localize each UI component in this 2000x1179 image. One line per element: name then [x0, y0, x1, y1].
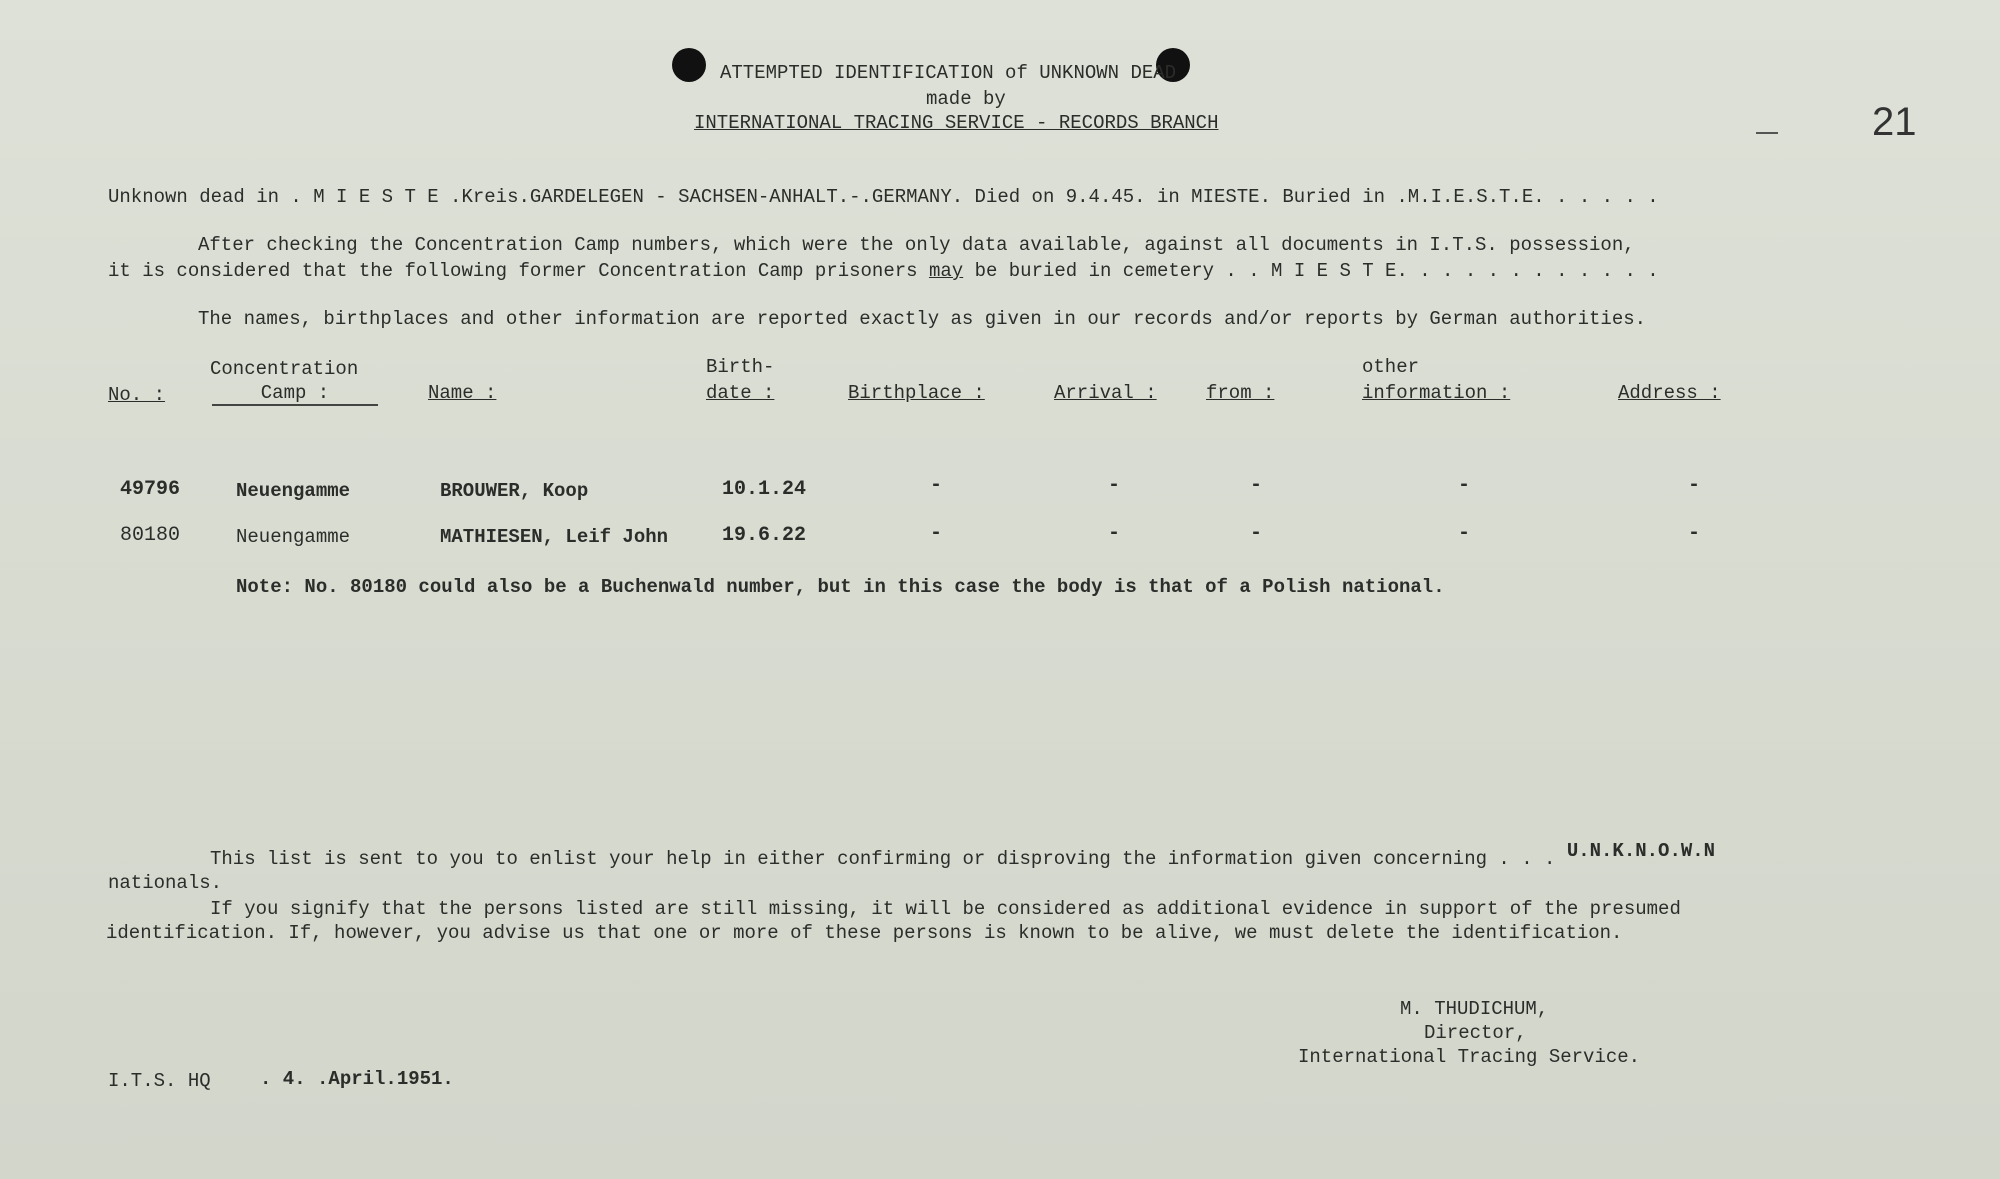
row-2-from: -: [1250, 522, 1263, 545]
checking-line-2-start: it is considered that the following former Concentration Camp prisoners: [108, 260, 918, 282]
header-other: information :: [1362, 382, 1511, 404]
header-other-top: other: [1362, 356, 1420, 378]
checking-line-1: After checking the Concentration Camp numbers, which were the only data available, against all documents in I.T.S. possession,: [198, 234, 1635, 256]
row-2-camp: Neuengamme: [236, 526, 351, 548]
header-camp-top: Concentration: [210, 358, 359, 380]
signature-title: Director,: [1424, 1022, 1527, 1044]
row-1-address: -: [1688, 474, 1701, 497]
checking-line-2-end: be buried in cemetery . . M I E S T E. . . . . . . . . . . .: [974, 260, 1659, 282]
header-birthdate: date :: [706, 382, 775, 404]
row-1-birthplace: -: [930, 474, 943, 497]
row-1-other: -: [1458, 474, 1471, 497]
row-2-birthdate: 19.6.22: [722, 524, 807, 547]
closing-para-1: [210, 840, 1716, 870]
signature-name: M. THUDICHUM,: [1400, 998, 1549, 1020]
row-2-address: -: [1688, 522, 1701, 545]
header-arrival: Arrival :: [1054, 382, 1157, 404]
header-made-by: made by: [926, 88, 1006, 110]
header-camp: Camp :: [212, 382, 378, 406]
header-name: Name :: [428, 382, 497, 404]
header-address: Address :: [1618, 382, 1721, 404]
closing-para-1-text: This list is sent to you to enlist your help in either confirming or disproving the information given concerning . . .: [210, 848, 1556, 870]
signature-org: International Tracing Service.: [1298, 1046, 1641, 1068]
header-title: ATTEMPTED IDENTIFICATION of UNKNOWN DEAD: [720, 62, 1177, 84]
header-no: No. :: [108, 384, 166, 406]
row-2-birthplace: -: [930, 522, 943, 545]
row-1-birthdate: 10.1.24: [722, 478, 807, 501]
names-notice-line: The names, birthplaces and other information are reported exactly as given in our records and/or reports by German authorities.: [198, 308, 1647, 330]
row-2-no: 80180: [120, 524, 181, 547]
closing-para-2-line-2: identification. If, however, you advise us that one or more of these persons is known to be alive, we must delete the identification.: [106, 922, 1623, 944]
header-branch: INTERNATIONAL TRACING SERVICE - RECORDS BRANCH: [694, 112, 1219, 134]
table-note: Note: No. 80180 could also be a Buchenwald number, but in this case the body is that of a Polish national.: [236, 576, 1445, 598]
margin-mark: [1756, 132, 1778, 134]
header-birth-top: Birth-: [706, 356, 775, 378]
row-2-other: -: [1458, 522, 1471, 545]
row-1-name: BROUWER, Koop: [440, 480, 589, 502]
row-1-no: 49796: [120, 478, 181, 501]
row-1-arrival: -: [1108, 474, 1121, 497]
page-number: 21: [1872, 100, 1917, 144]
punch-hole-left: [672, 48, 706, 82]
unknown-spelled: U.N.K.N.O.W.N: [1566, 840, 1716, 862]
row-1-from: -: [1250, 474, 1263, 497]
row-2-arrival: -: [1108, 522, 1121, 545]
closing-para-2-line-1: If you signify that the persons listed are still missing, it will be considered as additional evidence in support of the presumed: [210, 898, 1681, 920]
footer-place: I.T.S. HQ: [108, 1070, 211, 1092]
unknown-dead-line: Unknown dead in . M I E S T E .Kreis.GARDELEGEN - SACHSEN-ANHALT.-.GERMANY. Died on 9.4.45. in MIESTE. Buried in .M.I.E.S.T.E. . . . . .: [108, 186, 1659, 208]
footer-date: . 4. .April.1951.: [260, 1068, 454, 1090]
row-1-camp: Neuengamme: [236, 480, 351, 502]
header-from: from :: [1206, 382, 1275, 404]
checking-line-2: [108, 260, 1659, 282]
closing-nationals: nationals.: [108, 872, 223, 894]
may-underlined: may: [928, 260, 964, 282]
row-2-name: MATHIESEN, Leif John: [440, 526, 669, 548]
header-birthplace: Birthplace :: [848, 382, 985, 404]
